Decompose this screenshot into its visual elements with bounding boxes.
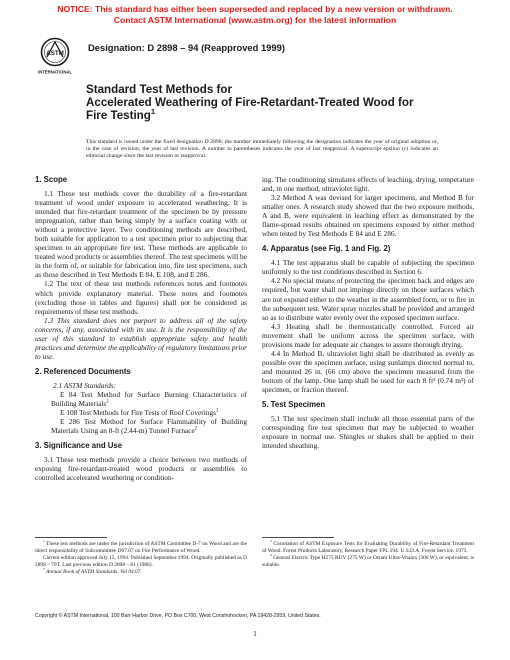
paragraph-3-1-continued: ing. The conditioning simulates effects of leaching, drying, temperature and, in one method, ultraviolet light. xyxy=(262,175,474,194)
footnote-4: General Electric Type H275 RUV (275 W) or Osram Ultra-Vitalux (300 W), or equivalent, is suitable. xyxy=(262,555,474,568)
paragraph-1-3: 1.3 This standard does not purport to address all of the safety concerns, if any, associated with its use. It is the responsibility of the user of this standard to establish appropriate safety and health practices and determine the applicability of regulatory limitations prior to use. xyxy=(35,315,247,361)
issued-note: This standard is issued under the fixed designation D 2898; the number immediately following the designation indicates the year of original adoption or, in the case of revision, the year of last revision. A number in parentheses indicates the year of last reapproval. A superscript epsilon (ε) indicates an editorial change since the last revision or reapproval. xyxy=(86,139,438,160)
footnotes-right: $^3$ Correlation of ASTM Exposure Tests for Evaluating Durability of Fire-Retardant Treatment of Wood. Forest Products Laboratory, Research Paper FPL 194. U.S.D.A. Forest Service. 1973. $^4$ General Electric Type H275 RUV (275 W) or Osram Ultra-Vitalux (300 W), or equivalent, is suitable. xyxy=(262,539,474,568)
withdrawal-notice xyxy=(0,4,510,25)
footnote-marker-1: 1 xyxy=(150,106,156,116)
reference-e286: E 286 Test Method for Surface Flammability of Building Materials Using an 8-ft (2.44-m) Tunnel Furnace xyxy=(51,417,247,436)
logo-text: ASTM xyxy=(46,50,64,57)
reference-e84: E 84 Test Method for Surface Burning Characteristics of Building Materials xyxy=(51,389,247,408)
right-column xyxy=(262,175,474,450)
paragraph-3-2: 3.2 Method A was devised for larger specimens, and Method B for smaller ones. A research study showed that the two exposure methods, A and B, were equivalent in leaching effect as demonstrated by the flame-spread results obtained on specimens exposed by either method when tested by Test Methods E 84 and E 286. xyxy=(262,193,474,239)
paragraph-4-2: 4.2 No special means of protecting the specimen back and edges are required, but water shall not impinge directly on those surfaces which are not exposed either to the weather in the assembled form, or to fire in the subsequent test. Water spray nozzles shall be provided and arranged so as to distribute water evenly over the exposed specimen surface. xyxy=(262,276,474,322)
paragraph-4-3: 4.3 Heating shall be thermostatically controlled. Forced air movement shall be uniform across the specimen surface, with provisions made for adequate air changes to assure thorough drying. xyxy=(262,321,474,349)
title-line-1: Standard Test Methods for xyxy=(86,83,233,96)
left-column: 1. Scope 1.1 These test methods cover the durability of a fire-retardant treatment of wood under exposure to accelerated weathering. It is intended that fire-retardant treatment of the specimen be by pressure impregnation, rather than being simply by a surface coating with or without a protective layer. Two conditioning methods are described, both suitable for application to a test specimen prior to subjecting that specimen to an appropriate fire test. These methods are applicable to treated wood products or assemblies thereof. The test specimens will be in the form of, or suitable for fabrication into, fire test specimens, such as those described in Test Methods E 84, E 108, and E 286. 1.2 The text of these test methods references notes and footnotes which provide explanatory material. These notes and footnotes (excluding those in tables and figures) shall not be considered as requirements of these test methods. 1.3 This standard does not purport to address all of the safety concerns, if any, associated with its use. It is the responsibility of the user of this standard to establish appropriate safety and health practices and determine the applicability of regulatory limitations prior to use. 2. Referenced Documents 2.1 ASTM Standards: E 84 Test Method for Surface Burning Characteristics of Building Materials$^2$ E 108 Test Methods for Fire Tests of Roof Coverings$^2$ E 286 Test Method for Surface Flammability of Building Materials Using an 8-ft (2.44-m) Tunnel Furnace$^2$ 3. Significance and Use 3.1 These test methods provide a choice between two methods of exposing fire-retardant-treated wood products or assemblies to controlled accelerated weathering or condition- xyxy=(35,175,247,483)
footnote-1: These test methods are under the jurisdiction of ASTM Committee D-7 on Wood and are the direct responsibility of Subcommittee D07.07 on Fire Performance of Wood. xyxy=(35,541,247,554)
notice-line-1: NOTICE: This standard has either been superseded and replaced by a new version or withdrawn. xyxy=(57,4,453,14)
footnote-divider-left xyxy=(35,537,107,538)
page-number: 1 xyxy=(253,629,257,638)
section-heading-apparatus: 4. Apparatus (see Fig. 1 and Fig. 2) xyxy=(262,244,391,254)
paragraph-3-1: 3.1 These test methods provide a choice between two methods of exposing fire-retardant-treated wood products or assemblies to controlled accelerated weathering or condition- xyxy=(35,455,247,483)
astm-logo-icon xyxy=(38,36,74,76)
section-heading-scope: 1. Scope xyxy=(35,175,68,184)
document-title xyxy=(86,84,426,122)
copyright-line: Copyright © ASTM International, 100 Barr Harbor Drive, PO Box C700, West Conshohocken, PA 19428-2959, United States. xyxy=(35,613,321,619)
title-line-2: Accelerated Weathering of Fire-Retardant-Treated Wood for xyxy=(86,95,414,109)
footnote-1-edition: Current edition approved July 15, 1994. Published September 1994. Originally published as D 2898 – 70T. Last previous edition D 2898 – 81 (1986). xyxy=(35,555,247,568)
notice-line-2: Contact ASTM International (www.astm.org) for the latest information xyxy=(113,14,397,25)
section-heading-test-specimen: 5. Test Specimen xyxy=(262,400,326,410)
designation: Designation: D 2898 – 94 (Reapproved 1999) xyxy=(88,42,285,53)
footnote-2: Annual Book of ASTM Standards, Vol 04.07. xyxy=(46,569,142,576)
logo-subtext: INTERNATIONAL xyxy=(38,69,72,75)
paragraph-5-1: 5.1 The test specimen shall include all those essential parts of the corresponding fire test specimen that may be subjected to weather exposure in normal use. Shingles or shakes shall be applied to their intended sheathing. xyxy=(262,414,474,451)
footnote-3: Correlation of ASTM Exposure Tests for Evaluating Durability of Fire-Retardant Treatment of Wood. Forest Products Laboratory, Research Paper FPL 194. U.S.D.A. Forest Service. 1973. xyxy=(262,541,474,554)
section-heading-significance: 3. Significance and Use xyxy=(35,441,123,451)
section-heading-referenced-documents: 2. Referenced Documents xyxy=(35,366,131,376)
paragraph-4-4: 4.4 In Method B, ultraviolet light shall be distributed as evenly as possible over the specimen surface, using sunlamps directed normal to, and mounted 26 in. (66 cm) above the specimen measured from the bottom of the lamp. One lamp shall be used for each 8 ft² (0.74 m²) of specimen, or fraction thereof. xyxy=(262,348,474,394)
paragraph-1-2: 1.2 The text of these test methods references notes and footnotes which provide explanatory material. These notes and footnotes (excluding those in tables and figures) shall not be considered as requirements of these test methods. xyxy=(35,279,247,316)
reference-e108: E 108 Test Methods for Fire Tests of Roof Coverings xyxy=(60,408,216,418)
footnotes-left: $^1$ These test methods are under the jurisdiction of ASTM Committee D-7 on Wood and are the direct responsibility of Subcommittee D07.07 on Fire Performance of Wood. Current edition approved July 15, 1994. Published September 1994. Originally published as D 2898 – 70T. Last previous edition D 2898 – 81 (1986). $^2$ Annual Book of ASTM Standards, Vol 04.07. xyxy=(35,539,247,576)
footnote-divider-right xyxy=(262,537,334,538)
paragraph-1-1: 1.1 These test methods cover the durability of a fire-retardant treatment of wood under exposure to accelerated weathering. It is intended that fire-retardant treatment of the specimen be by pressure impregnation, rather than being simply by a surface coating with or without a protective layer. Two conditioning methods are described, both suitable for application to a test specimen prior to subjecting that specimen to an appropriate fire test. These methods are applicable to treated wood products or assemblies thereof. The test specimens will be in the form of, or suitable for fabrication into, fire test specimens, such as those described in Test Methods E 84, E 108, and E 286. xyxy=(35,189,247,280)
title-line-3: Fire Testing xyxy=(86,108,151,122)
paragraph-2-1: 2.1 ASTM Standards: xyxy=(53,380,117,390)
paragraph-4-1: 4.1 The test apparatus shall be capable of subjecting the specimen uniformly to the test conditions described in Section 6. xyxy=(262,258,474,277)
